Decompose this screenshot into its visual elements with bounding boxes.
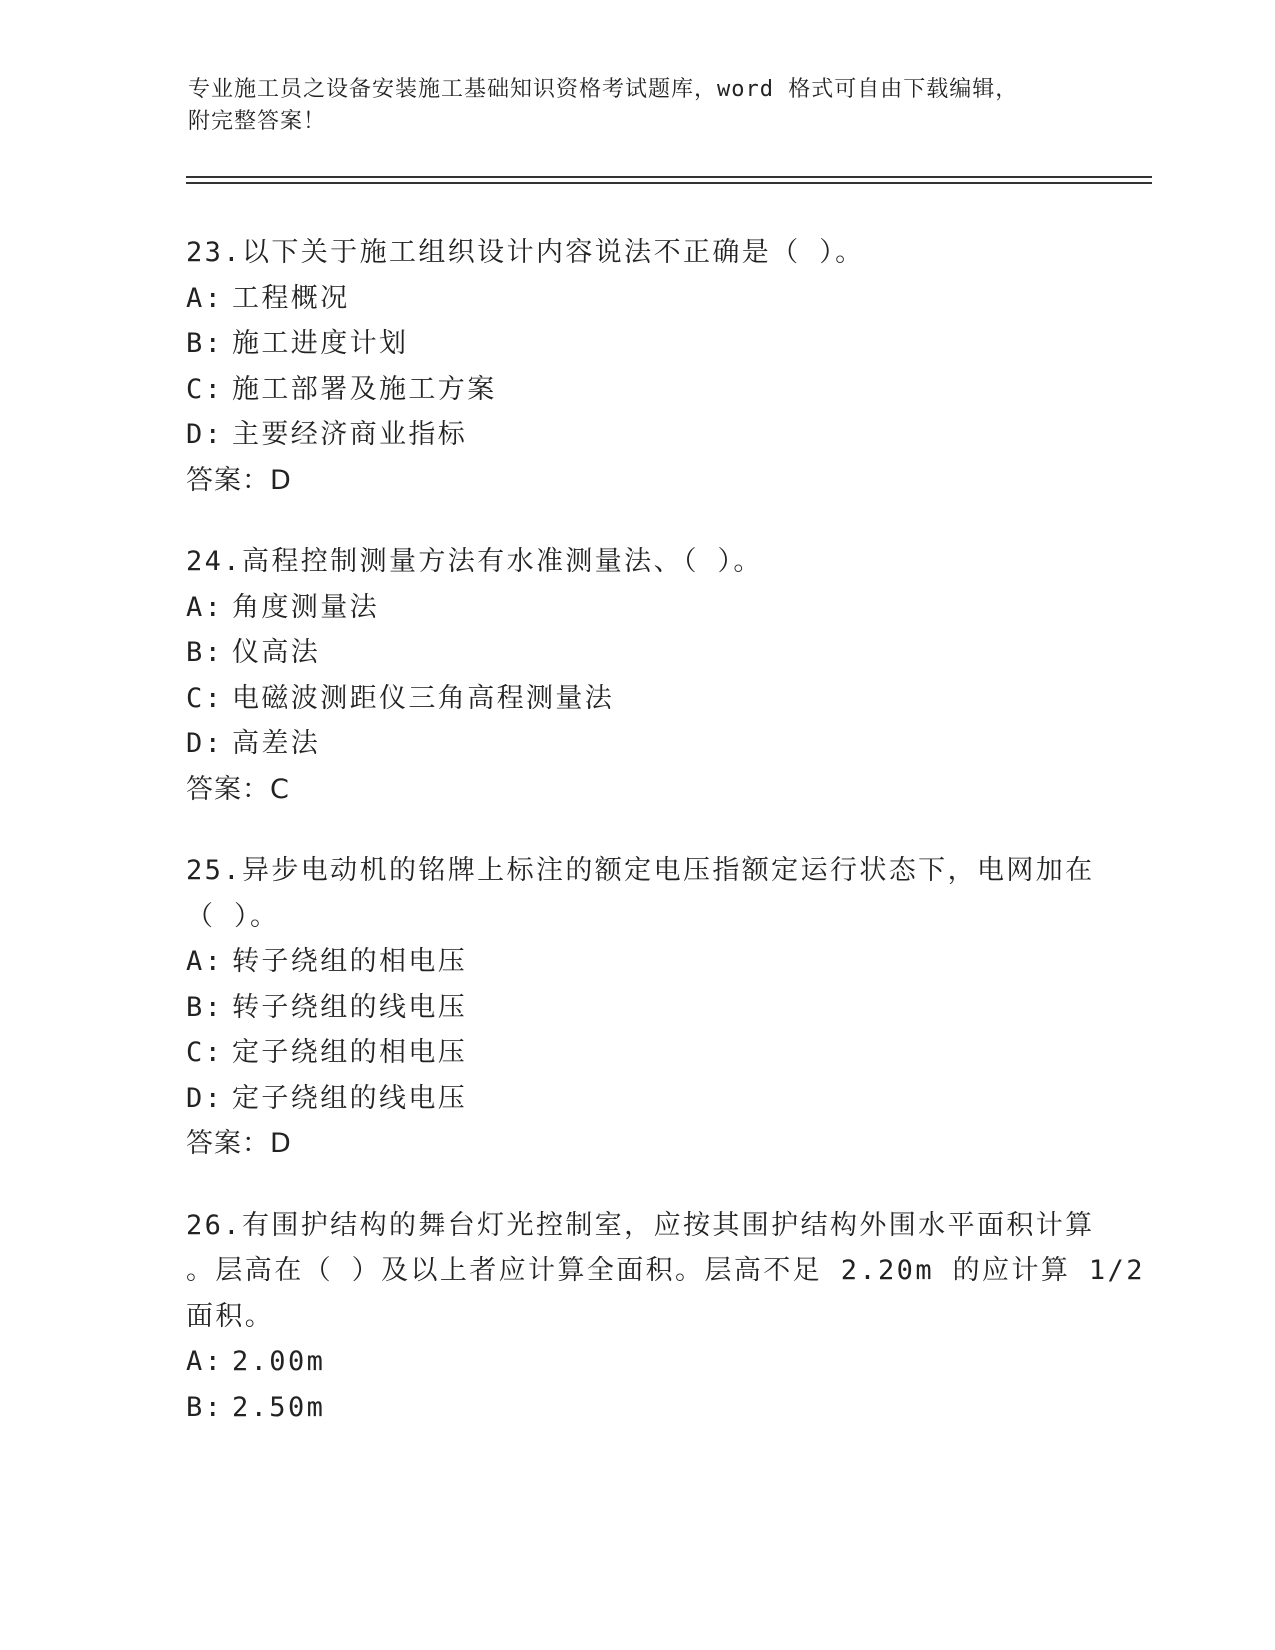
option-text: 定子绕组的相电压 bbox=[232, 1037, 468, 1068]
option-d bbox=[186, 412, 1086, 458]
question-stem: 24.高程控制测量方法有水准测量法、（ ）。 bbox=[186, 546, 763, 577]
question-25 bbox=[186, 848, 1095, 1167]
option-text: 2.50m bbox=[232, 1391, 326, 1423]
question-stem: 25.异步电动机的铭牌上标注的额定电压指额定运行状态下，电网加在 bbox=[186, 855, 1095, 886]
question-stem-continued: 。层高在（ ）及以上者应计算全面积。层高不足 2.20m 的应计算 1/2 bbox=[186, 1255, 1145, 1286]
question-stem-continued: 面积。 bbox=[186, 1300, 275, 1332]
question-stem-continued: （ ）。 bbox=[186, 900, 280, 932]
option-b bbox=[186, 321, 1086, 367]
option-text: 工程概况 bbox=[232, 282, 350, 314]
question-list bbox=[186, 230, 1145, 1466]
option-letter: B: bbox=[186, 637, 224, 668]
option-letter: A: bbox=[186, 946, 224, 977]
question-stem: 23.以下关于施工组织设计内容说法不正确是（ ）。 bbox=[186, 237, 865, 268]
option-text: 主要经济商业指标 bbox=[232, 419, 468, 450]
question-23 bbox=[186, 230, 1086, 503]
option-text: 2.00m bbox=[232, 1346, 326, 1377]
document-header bbox=[188, 74, 1068, 138]
option-a bbox=[186, 939, 1086, 985]
option-letter: A: bbox=[186, 282, 224, 314]
option-c bbox=[186, 367, 1086, 413]
option-letter: B: bbox=[186, 991, 224, 1023]
option-text: 施工部署及施工方案 bbox=[232, 373, 497, 405]
option-a bbox=[186, 585, 1086, 631]
option-text: 角度测量法 bbox=[232, 591, 379, 623]
option-text: 电磁波测距仪三角高程测量法 bbox=[232, 682, 615, 714]
option-b bbox=[186, 1385, 1086, 1431]
option-a bbox=[186, 276, 1086, 322]
option-b bbox=[186, 985, 1086, 1031]
option-c bbox=[186, 1030, 1086, 1076]
answer-line: 答案：C bbox=[186, 773, 290, 805]
answer-line: 答案：D bbox=[186, 464, 292, 496]
option-b bbox=[186, 630, 1086, 676]
header-divider-top bbox=[186, 176, 1152, 178]
option-letter: C: bbox=[186, 682, 224, 714]
option-text: 定子绕组的线电压 bbox=[232, 1082, 468, 1114]
header-line-1: 专业施工员之设备安装施工基础知识资格考试题库，word 格式可自由下载编辑， bbox=[188, 77, 1019, 102]
option-letter: B: bbox=[186, 328, 224, 359]
option-text: 仪高法 bbox=[232, 637, 321, 668]
option-d bbox=[186, 1076, 1086, 1122]
option-letter: A: bbox=[186, 1346, 224, 1377]
question-24 bbox=[186, 539, 1086, 812]
option-letter: D: bbox=[186, 728, 224, 759]
answer-line: 答案：D bbox=[186, 1128, 292, 1159]
option-text: 施工进度计划 bbox=[232, 328, 409, 359]
option-a bbox=[186, 1339, 1086, 1385]
header-divider-bottom bbox=[186, 182, 1152, 184]
option-text: 高差法 bbox=[232, 728, 321, 759]
option-d bbox=[186, 721, 1086, 767]
question-stem: 26.有围护结构的舞台灯光控制室，应按其围护结构外围水平面积计算 bbox=[186, 1209, 1095, 1241]
option-letter: D: bbox=[186, 1082, 224, 1114]
option-text: 转子绕组的相电压 bbox=[232, 946, 468, 977]
option-letter: A: bbox=[186, 591, 224, 623]
option-letter: C: bbox=[186, 1037, 224, 1068]
option-letter: D: bbox=[186, 419, 224, 450]
option-text: 转子绕组的线电压 bbox=[232, 991, 468, 1023]
question-26 bbox=[186, 1203, 1145, 1431]
option-letter: B: bbox=[186, 1391, 224, 1423]
header-line-2: 附完整答案！ bbox=[188, 109, 327, 134]
option-letter: C: bbox=[186, 373, 224, 405]
option-c bbox=[186, 676, 1086, 722]
